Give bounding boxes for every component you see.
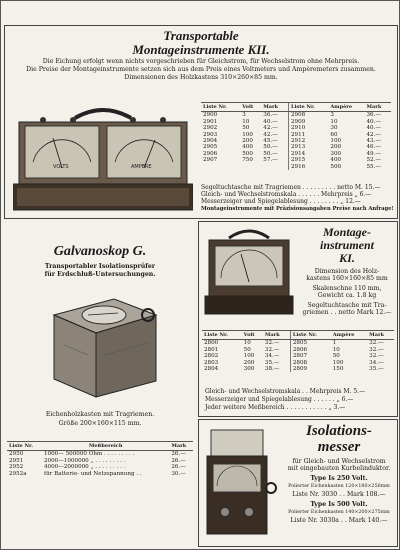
- col-header: Liste Nr.: [7, 442, 42, 451]
- kii-note-1: Segeltuchtasche mit Tragriemen . . . . . . . . . netto M. 15.—: [201, 184, 381, 191]
- table-cell: 1: [332, 340, 337, 347]
- ki-desc-1: Dimension des Holz-: [314, 268, 380, 275]
- ki-note-3: Jeder weitere Meßbereich . . . . . . . . . . . „ 3.—: [205, 404, 346, 411]
- table-cell: 50.—: [263, 150, 278, 157]
- table-cell: 2912: [288, 138, 328, 144]
- kii-note-3: Messerzeiger und Spiegelablesung . . . . . . . . „ 12.—: [201, 198, 361, 205]
- table-cell: 2902: [203, 125, 218, 132]
- table-cell: 300: [243, 366, 255, 373]
- table-cell: 45.—: [263, 138, 278, 145]
- iso-type1-title: Type Is 250 Volt.: [310, 475, 368, 482]
- table-cell: 26.—: [171, 457, 186, 464]
- table-cell: 2916: [288, 164, 328, 170]
- table-cell: [240, 164, 261, 170]
- table-cell: [201, 164, 240, 170]
- ki-price-table: [202, 330, 394, 372]
- table-cell: 10: [332, 346, 340, 353]
- iso-instrument-image: [203, 428, 279, 540]
- table-cell: 2952a: [9, 470, 27, 477]
- kii-note-4: Montageinstrumente mit Präzisionsangaben Preise nach Anfrage!: [201, 206, 394, 212]
- table-cell: 26.—: [171, 464, 186, 471]
- table-cell: 32.—: [369, 353, 384, 360]
- table-cell: 49.—: [366, 150, 381, 157]
- dial-right-label: AMPERE: [131, 164, 152, 170]
- table-cell: 2904: [203, 138, 218, 145]
- table-cell: 30.—: [171, 470, 186, 477]
- table-cell: 2911: [288, 132, 328, 138]
- table-cell: 50: [242, 125, 250, 132]
- galv-title: Galvanoskop G.: [53, 244, 147, 259]
- table-cell: 10: [243, 340, 251, 347]
- table-cell: 43.—: [366, 138, 381, 145]
- table-cell: 32.—: [369, 346, 384, 353]
- table-cell: 2000—1000000 „ . . . . . . . . .: [44, 457, 126, 464]
- table-cell: 46.—: [366, 144, 381, 151]
- table-cell: 2900: [203, 112, 218, 119]
- iso-title-line1: Isolations-: [306, 423, 372, 439]
- table-cell: 2914: [288, 151, 328, 157]
- ki-desc-5: Segeltuchtasche mit Tra-: [307, 302, 387, 309]
- table-cell: 2909: [288, 119, 328, 125]
- table-cell: 36.—: [366, 112, 381, 119]
- table-cell: 2907: [203, 157, 218, 164]
- galv-caption-2: Größe 200×160×115 mm.: [58, 420, 142, 427]
- table-cell: 42.—: [366, 131, 381, 138]
- col-header: Ampère: [328, 103, 364, 112]
- ki-desc-3: Skalenschne 110 mm,: [312, 285, 382, 292]
- table-header-row: [202, 331, 394, 340]
- col-header: Liste Nr.: [290, 331, 330, 340]
- section-montage-kii: [4, 25, 398, 219]
- galv-caption-1: Eichenholzkasten mit Tragriemen.: [45, 411, 155, 418]
- table-cell: 30: [330, 125, 338, 132]
- col-header: Volt: [242, 331, 263, 340]
- table-cell: 36.—: [263, 112, 278, 119]
- table-cell: 200: [243, 359, 255, 366]
- table-cell: 55.—: [366, 163, 381, 170]
- iso-title-line2: messer: [317, 439, 361, 455]
- table-cell: 100: [330, 138, 342, 145]
- kii-note-2: Gleich- und Wechselstromskala . . . . . . Mehrpreis „ 6.—: [201, 191, 372, 198]
- table-cell: 2950: [9, 451, 24, 458]
- table-cell: 10: [330, 118, 338, 125]
- table-cell: 200: [242, 138, 253, 145]
- table-cell: 42.—: [263, 131, 278, 138]
- table-cell: 2908: [288, 112, 328, 119]
- table-cell: 10: [242, 118, 250, 125]
- table-cell: 100: [242, 131, 253, 138]
- kii-intro-1: Die Eichung erfolgt wenn nichts vorgeschrieben für Gleichstrom, für Wechselstrom ohne Mehrpreis.: [42, 58, 360, 66]
- table-cell: 200: [330, 144, 342, 151]
- ki-note-2: Messerzeiger und Spiegelablesung . . . . . . „ 6.—: [205, 396, 354, 403]
- table-cell: 52.—: [366, 157, 381, 164]
- ki-title-line1: Montage-: [323, 225, 371, 239]
- table-cell: 2903: [203, 131, 218, 138]
- table-cell: 50: [243, 346, 251, 353]
- table-cell: 2906: [203, 150, 218, 157]
- table-cell: 2901: [203, 118, 218, 125]
- table-cell: 100: [332, 359, 344, 366]
- col-header: Mark: [169, 442, 193, 451]
- iso-type1-price: Liste Nr. 3030 . . Mark 108.—: [292, 491, 386, 498]
- table-cell: 750: [242, 157, 253, 164]
- table-cell: 2807: [290, 353, 330, 359]
- kii-price-table: [201, 102, 391, 170]
- table-cell: 40.—: [263, 118, 278, 125]
- kii-title-line1: Transportable: [163, 28, 239, 43]
- kii-intro-2: Die Preise der Montageinstrumente setzen sich aus dem Preis eines Voltmeters und Ampèremeters zusammen.: [26, 66, 376, 74]
- iso-desc-1: für Gleich- und Wechselstrom: [292, 458, 386, 465]
- ki-title-line2: instrument: [319, 238, 375, 252]
- table-row: [201, 112, 391, 119]
- section-montage-ki: [198, 221, 398, 417]
- col-header: Liste Nr.: [202, 331, 242, 340]
- section-galvanoskop: [4, 223, 196, 433]
- galv-instrument-image: [44, 285, 164, 405]
- iso-type2-desc: Polierter Eichenkasten 140×200×275mm: [288, 510, 390, 515]
- kii-intro-3: Dimensionen des Holzkastens 310×260×85 mm.: [124, 74, 278, 82]
- table-cell: 2804: [204, 366, 219, 373]
- table-cell: 32.—: [264, 340, 280, 347]
- table-cell: für Batterie- und Netzspannung . .: [44, 470, 142, 477]
- ki-note-1: Gleich- und Wechselstromskala . . Mehrpreis M. 5.—: [205, 388, 366, 395]
- table-cell: 3: [242, 112, 246, 119]
- col-header: Mark: [263, 331, 290, 340]
- table-cell: 100: [243, 353, 255, 360]
- col-header: Liste Nr.: [201, 103, 240, 112]
- table-cell: 34.—: [264, 353, 280, 360]
- table-cell: 400: [330, 157, 342, 164]
- table-cell: 50.—: [263, 144, 278, 151]
- table-cell: 57.—: [263, 157, 278, 164]
- ki-desc-2: kastens 160×160×85 mm: [306, 275, 388, 282]
- table-cell: 38.—: [264, 366, 280, 373]
- kii-title-line2: Montageinstrumente KII.: [132, 41, 270, 57]
- table-cell: 2802: [204, 353, 219, 360]
- table-cell: 40.—: [366, 125, 381, 132]
- col-header: Mark: [364, 103, 391, 112]
- table-cell: 2800: [204, 340, 219, 347]
- table-row: [7, 471, 193, 477]
- table-row: [7, 451, 193, 458]
- table-cell: 500: [242, 150, 253, 157]
- table-cell: 2805: [290, 340, 330, 347]
- table-cell: 32.—: [369, 340, 384, 347]
- table-cell: 2808: [290, 360, 330, 366]
- col-header: Volt: [240, 103, 261, 112]
- iso-type2-title: Type Is 500 Volt.: [310, 501, 368, 508]
- table-cell: 2809: [290, 366, 330, 372]
- galv-subtitle-1: Transportabler Isolationsprüfer: [44, 262, 156, 270]
- table-cell: 32.—: [264, 346, 280, 353]
- iso-type2-price: Liste Nr. 3030a . . Mark 140.—: [290, 517, 388, 524]
- table-row: [202, 366, 394, 372]
- col-header: Ampère: [331, 331, 367, 340]
- table-cell: 4000—2000000 „ . . . . . . . . .: [44, 464, 126, 471]
- table-row: [202, 340, 394, 347]
- table-cell: 1000— 500000 Ohm . . . . . . . . .: [44, 451, 135, 458]
- table-cell: 2951: [9, 457, 24, 464]
- ki-desc-6: griemen . . netto Mark 12.—: [302, 309, 392, 316]
- table-header-row: [201, 103, 391, 112]
- col-header: Mark: [261, 103, 288, 112]
- col-header: Mark: [367, 331, 394, 340]
- iso-type1-desc: Polierter Eichenkasten 120×180×250mm: [288, 484, 390, 489]
- col-header: Meßbereich: [42, 442, 169, 451]
- iso-desc-2: mit eingebauten Kurbelinduktor.: [287, 465, 391, 472]
- ki-instrument-image: [203, 226, 295, 316]
- section-isolationsmesser: [198, 419, 398, 547]
- table-cell: 150: [332, 366, 344, 373]
- table-cell: 2806: [290, 347, 330, 353]
- col-header: Liste Nr.: [288, 103, 328, 112]
- table-cell: 2801: [204, 346, 219, 353]
- table-header-row: [7, 442, 193, 451]
- ki-title-line3: KI.: [339, 251, 355, 265]
- table-cell: 2913: [288, 144, 328, 150]
- table-cell: 300: [330, 150, 342, 157]
- galv-price-table: [7, 441, 193, 477]
- table-cell: 2915: [288, 157, 328, 163]
- kii-instrument-image: [13, 104, 193, 212]
- galv-subtitle-2: für Erdschluß-Untersuchungen.: [44, 270, 156, 278]
- table-cell: 3: [330, 112, 334, 119]
- table-cell: 50: [332, 353, 340, 360]
- table-row: [201, 164, 391, 170]
- table-cell: 2905: [203, 144, 218, 151]
- table-cell: 40.—: [366, 118, 381, 125]
- table-cell: 60: [330, 131, 338, 138]
- dial-left-label: VOLTS: [53, 164, 69, 170]
- table-cell: [261, 164, 288, 170]
- table-cell: 2803: [204, 359, 219, 366]
- ki-desc-4: Gewicht ca. 1.8 kg: [317, 292, 377, 299]
- table-cell: 2910: [288, 125, 328, 131]
- table-cell: 35.—: [264, 359, 280, 366]
- table-cell: 400: [242, 144, 253, 151]
- table-cell: 2952: [9, 464, 24, 471]
- table-cell: 42.—: [263, 125, 278, 132]
- table-cell: 35.—: [369, 366, 384, 373]
- table-cell: 500: [330, 163, 342, 170]
- table-cell: 34.—: [369, 359, 384, 366]
- table-cell: 26.—: [171, 451, 186, 458]
